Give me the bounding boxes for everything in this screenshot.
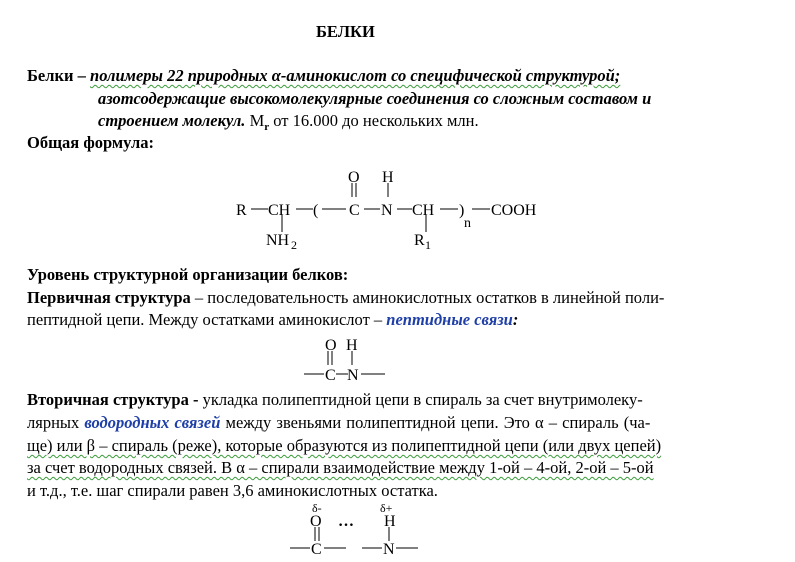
- hydrogen-bonds-term: водородных связей: [84, 413, 221, 432]
- secondary-term: Вторичная структура -: [27, 390, 199, 409]
- peptide-atom-c: C: [325, 367, 336, 384]
- definition-term: Белки: [27, 66, 74, 85]
- molar-mass-subscript: r: [264, 121, 270, 133]
- primary-text-2: пептидной цепи. Между остатками аминокислот –: [27, 310, 383, 329]
- definition-dash: –: [73, 66, 91, 85]
- formula-paren-close: ): [459, 202, 465, 219]
- formula-atom-o: O: [348, 169, 360, 186]
- secondary-text-2b: между звеньями полипептидной цепи. Это α – спираль (ча-: [225, 413, 651, 432]
- primary-colon: :: [512, 310, 519, 329]
- formula-nh-subscript: 2: [291, 238, 297, 252]
- definition-line-2: азотсодержащие высокомолекулярные соединения со сложным составом и: [98, 89, 652, 108]
- secondary-line-4: за счет водородных связей. В α – спирали взаимодействие между 1-ой – 4-ой, 2-ой – 5-ой: [27, 458, 654, 477]
- formula-subscript-n: n: [464, 216, 471, 231]
- definition-text-1: полимеры 22 природных α-аминокислот со специфической структурой;: [90, 66, 621, 85]
- formula-atom-r1: R: [414, 232, 425, 249]
- hbond-atom-n: N: [383, 541, 395, 558]
- primary-text-1: – последовательность аминокислотных остатков в линейной поли-: [194, 288, 665, 307]
- formula-r1-subscript: 1: [425, 238, 431, 252]
- delta-plus-label: δ+: [380, 501, 393, 515]
- peptide-atom-h: H: [346, 337, 358, 354]
- formula-atom-r: R: [236, 202, 247, 219]
- formula-atom-ch: CH: [268, 202, 291, 219]
- hbond-atom-o: O: [310, 513, 322, 530]
- secondary-text-2a: лярных: [27, 413, 80, 432]
- molar-mass-symbol: М: [249, 111, 265, 130]
- formula-atom-nh: NH: [266, 232, 290, 249]
- page-title: БЕЛКИ: [316, 22, 375, 41]
- formula-atom-n: N: [381, 202, 393, 219]
- formula-atom-c: C: [349, 202, 360, 219]
- hbond-dots: …: [338, 513, 354, 530]
- delta-minus-label: δ-: [312, 501, 322, 515]
- molar-mass-range: от 16.000 до нескольких млн.: [273, 111, 479, 130]
- secondary-line-3: ще) или β – спираль (реже), которые образуются из полипептидной цепи (или двух цепей): [27, 436, 662, 455]
- hbond-atom-c: C: [311, 541, 322, 558]
- peptide-atom-o: O: [325, 337, 337, 354]
- hbond-atom-h: H: [384, 513, 396, 530]
- formula-atom-cooh: COOH: [491, 202, 537, 219]
- definition-text-3: строением молекул.: [98, 111, 246, 130]
- peptide-bonds-term: пептидные связи: [386, 310, 513, 329]
- secondary-text-1: укладка полипептидной цепи в спираль за счет внутримолеку-: [202, 390, 643, 409]
- secondary-line-5: и т.д., т.е. шаг спирали равен 3,6 аминокислотных остатка.: [27, 481, 438, 500]
- levels-heading: Уровень структурной организации белков:: [27, 265, 349, 284]
- general-formula-heading: Общая формула:: [27, 133, 154, 152]
- peptide-atom-n: N: [347, 367, 359, 384]
- formula-atom-h: H: [382, 169, 394, 186]
- formula-atom-ch-2: CH: [412, 202, 435, 219]
- primary-term: Первичная структура: [27, 288, 191, 307]
- formula-paren-open: (: [313, 202, 319, 219]
